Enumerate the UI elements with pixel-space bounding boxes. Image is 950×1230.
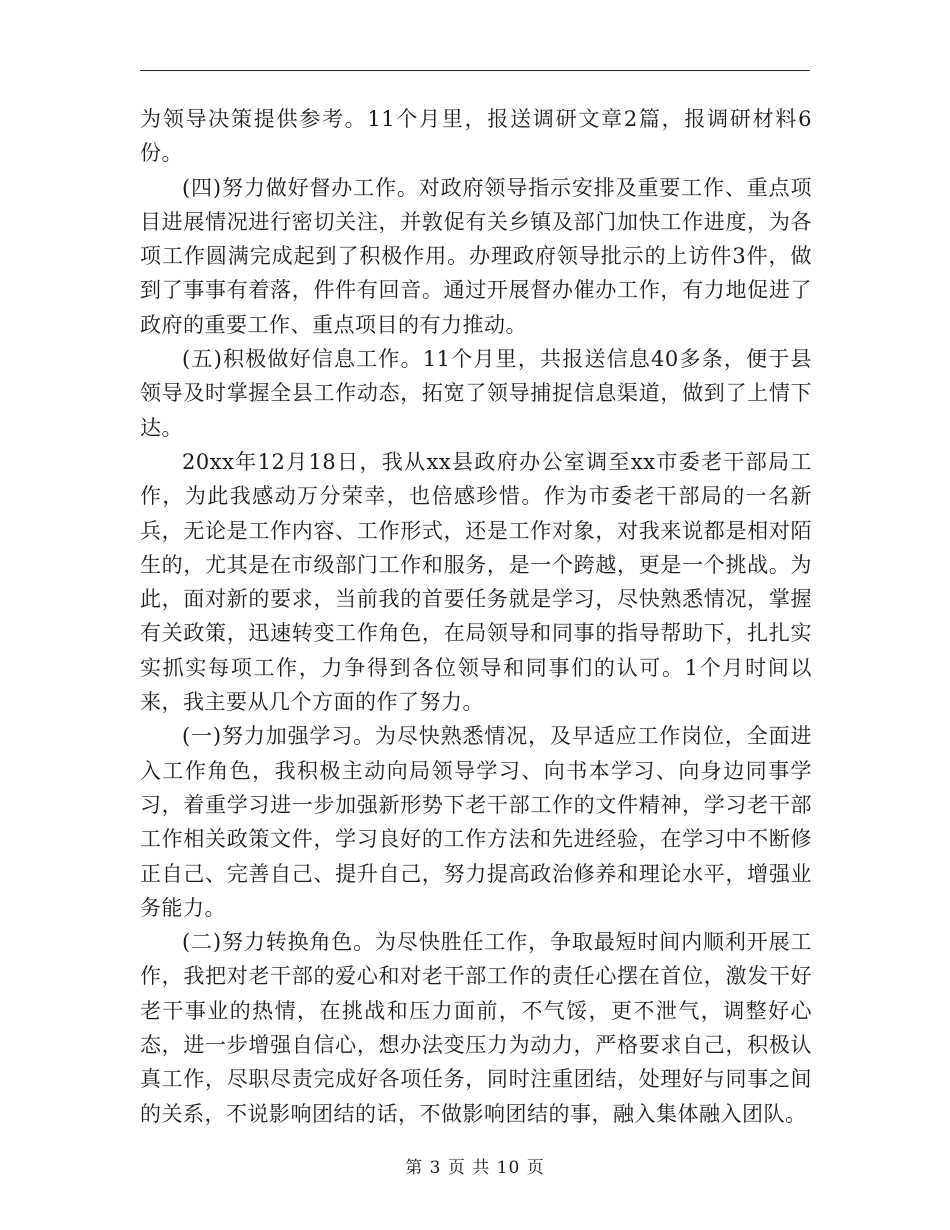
paragraph-continuation: 为领导决策提供参考。11个月里，报送调研文章2篇，报调研材料6份。 [140,107,812,166]
paragraph-supervision: (四)努力做好督办工作。对政府领导指示安排及重要工作、重点项目进展情况进行密切关注，并敦促有关乡镇及部门加快工作进度，为各项工作圆满完成起到了积极作用。办理政府领导批示的上访件3件，做到了事事有着落，件件有回音。通过开展督办催办工作，有力地促进了政府的重要工作、重点项目的有力推动。 [140,175,812,337]
page-footer [0,1153,950,1178]
paragraph-role-change: (二)努力转换角色。为尽快胜任工作，争取最短时间内顺利开展工作，我把对老干部的爱心和对老干部工作的责任心摆在首位，激发干好老干事业的热情，在挑战和压力面前，不气馁，更不泄气，调整好心态，进一步增强自信心，想办法变压力为动力，严格要求自己，积极认真工作，尽职尽责完成好各项任务，同时注重团结，处理好与同事之间的关系，不说影响团结的话，不做影响团结的事，融入集体融入团队。 [140,930,812,1126]
paragraph-transfer: 20xx年12月18日，我从xx县政府办公室调至xx市委老干部局工作，为此我感动万分荣幸，也倍感珍惜。作为市委老干部局的一名新兵，无论是工作内容、工作形式，还是工作对象，对我来说都是相对陌生的，尤其是在市级部门工作和服务，是一个跨越，更是一个挑战。为此，面对新的要求，当前我的首要任务就是学习，尽快熟悉情况，掌握有关政策，迅速转变工作角色，在局领导和同事的指导帮助下，扎扎实实抓实每项工作，力争得到各位领导和同事们的认可。1个月时间以来，我主要从几个方面的作了努力。 [140,449,812,715]
page-number-label: 第 3 页 共 10 页 [405,1158,545,1178]
header-rule [140,70,810,71]
document-body [140,102,812,1131]
paragraph-information: (五)积极做好信息工作。11个月里，共报送信息40多条，便于县领导及时掌握全县工作动态，拓宽了领导捕捉信息渠道，做到了上情下达。 [140,347,812,440]
paragraph-study: (一)努力加强学习。为尽快熟悉情况，及早适应工作岗位，全面进入工作角色，我积极主动向局领导学习、向书本学习、向身边同事学习，着重学习进一步加强新形势下老干部工作的文件精神，学习老干部工作相关政策文件，学习良好的工作方法和先进经验，在学习中不断修正自己、完善自己、提升自己，努力提高政治修养和理论水平，增强业务能力。 [140,724,812,920]
